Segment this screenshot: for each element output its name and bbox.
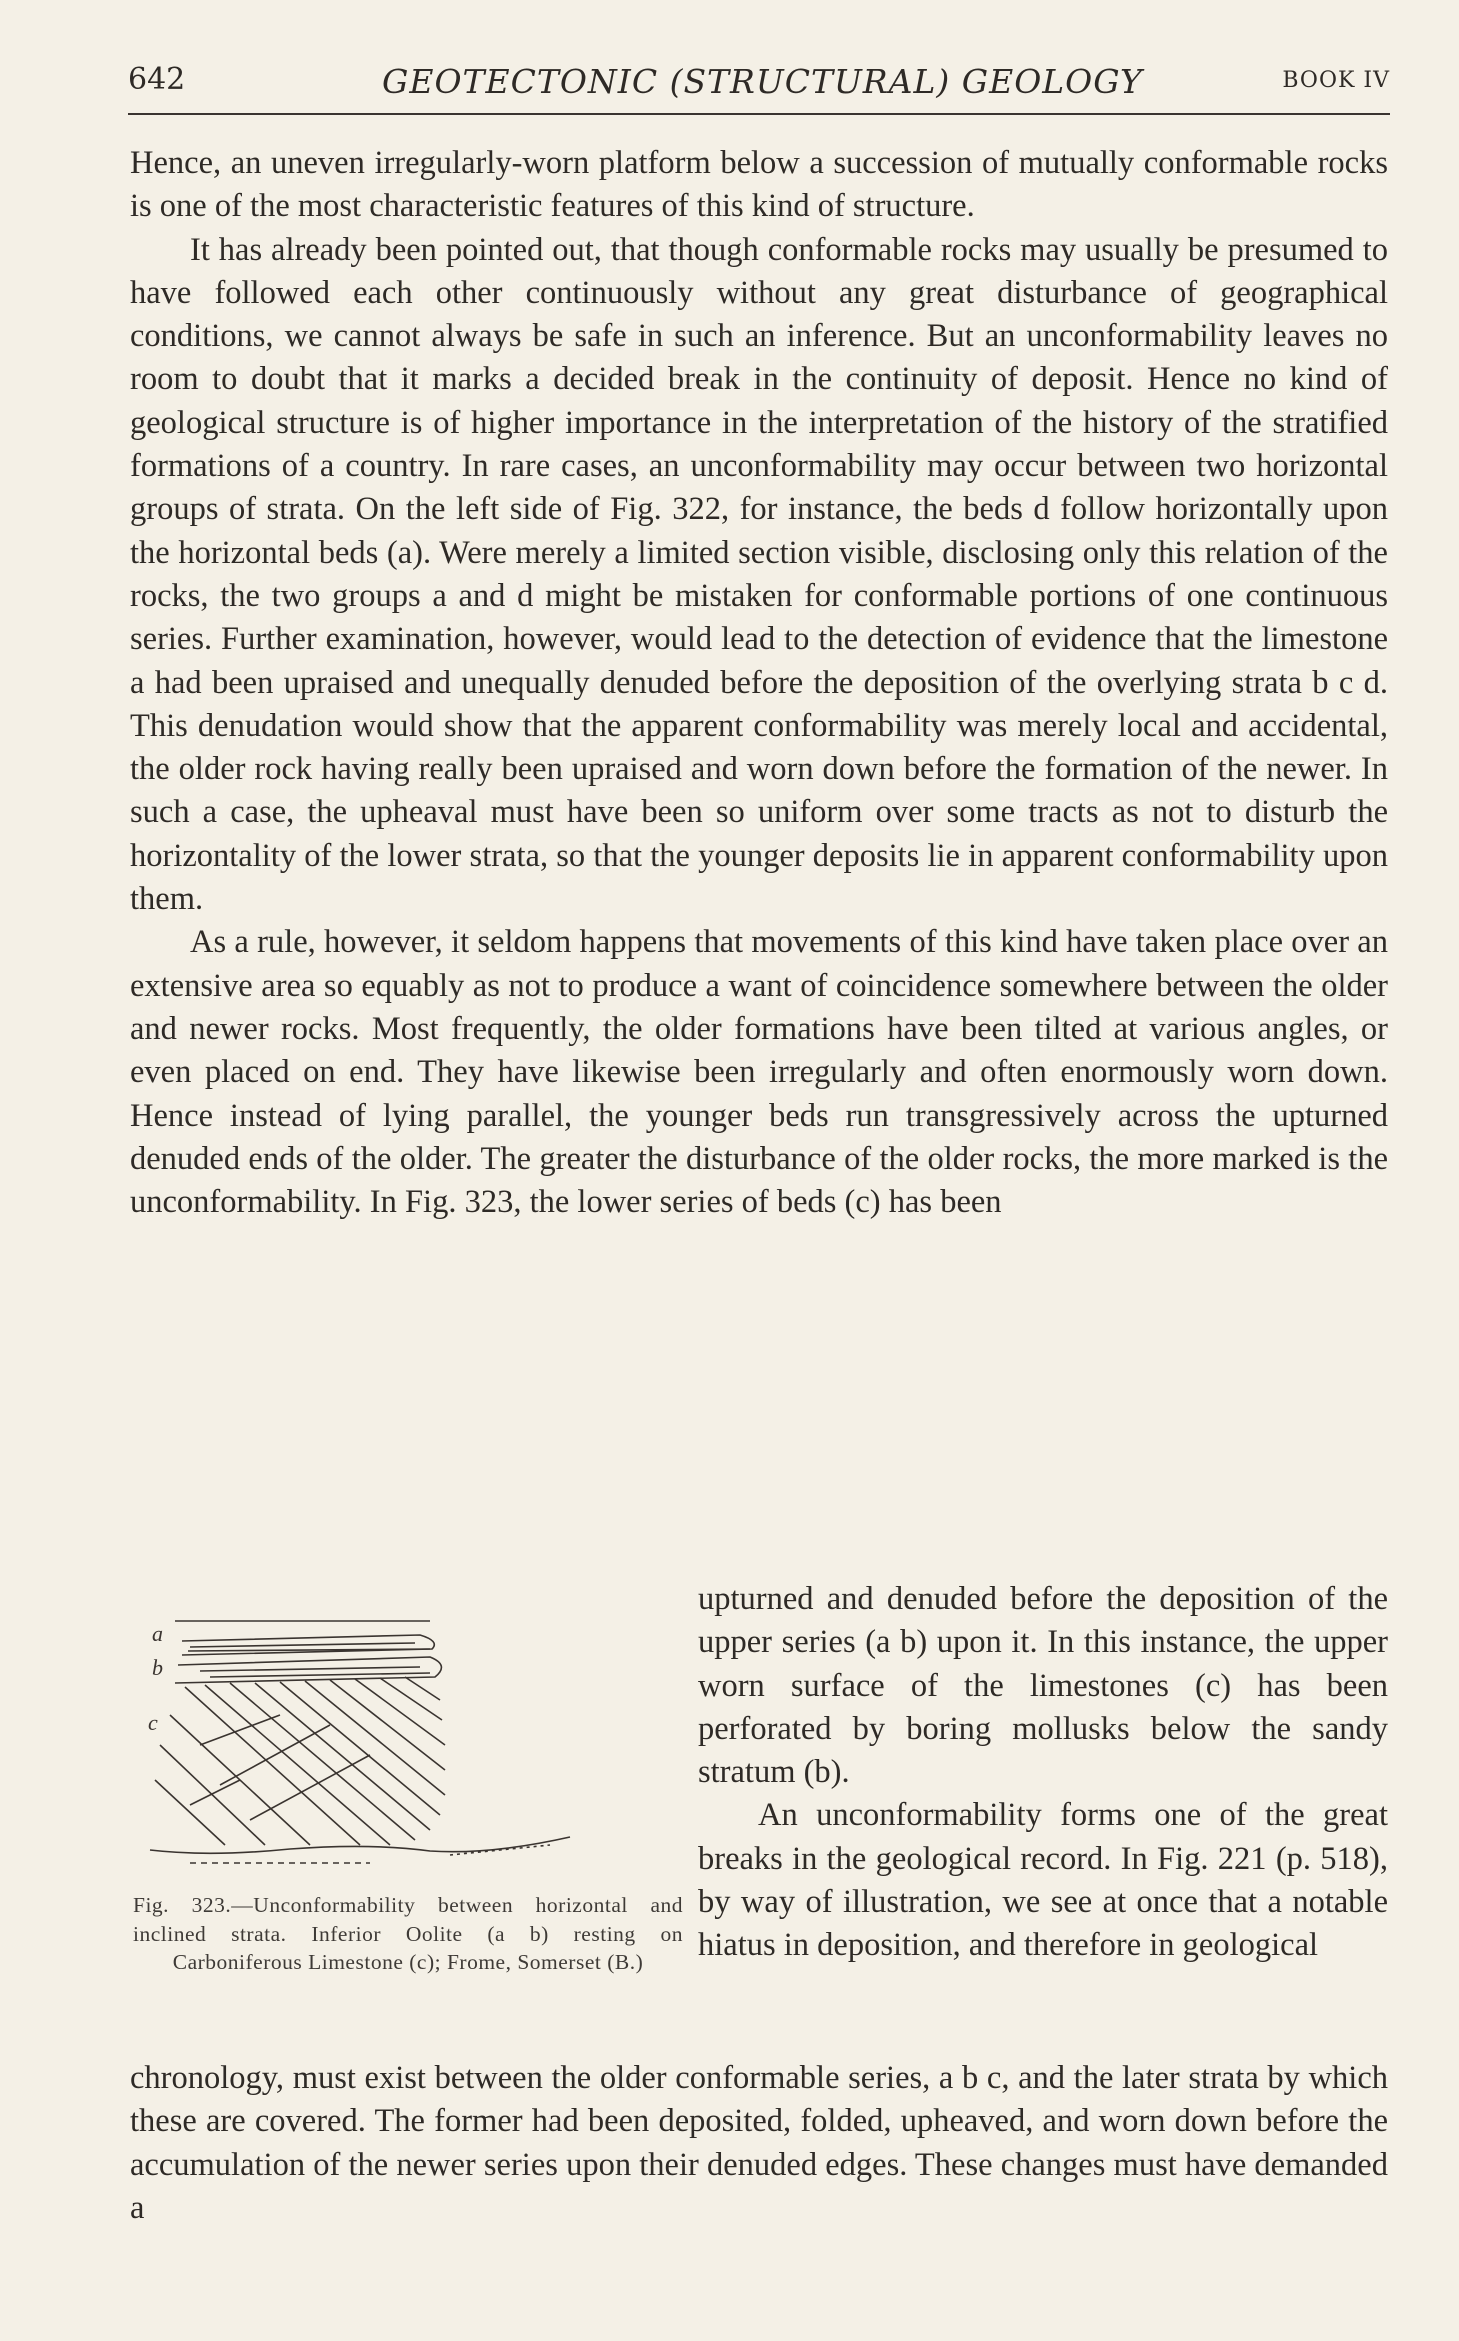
page-number: 642: [128, 62, 186, 97]
bottom-paragraph: chronology, must exist between the older conformable series, a b c, and the later strata by which these are covered. The former had been deposited, folded, upheaved, and worn down before the accumulation of the newer series upon their denuded edges. These changes must have demanded a: [130, 2060, 1388, 2226]
paragraph-2: It has already been pointed out, that though conformable rocks may usually be presumed to have followed each other continuously without any great disturbance of geographical conditions, we cannot always be safe in such an inference. But an unconformability leaves no room to doubt that it marks a decided break in the continuity of deposit. Hence no kind of geological structure is of higher importance in the interpretation of the history of the stratified formations of a country. In rare cases, an unconformability may occur between two horizontal groups of strata. On the left side of Fig. 322, for instance, the beds d follow horizontally upon the horizontal beds (a). Were merely a limited section visible, disclosing only this relation of the rocks, the two groups a and d might be mistaken for conformable portions of one continuous series. Further examination, however, would lead to the detection of evidence that the limestone a had been upraised and unequally denuded before the deposition of the overlying strata b c d. This denudation would show that the apparent conformability was merely local and accidental, the older rock having really been upraised and worn down before the formation of the newer. In such a case, the upheaval must have been so uniform over some tracts as not to disturb the horizontality of the lower strata, so that the younger deposits lie in apparent conformability upon them.: [130, 231, 1388, 918]
label-b: b: [152, 1655, 163, 1680]
label-c: c: [148, 1710, 158, 1735]
wrap-paragraph-1: upturned and denuded before the deposition of the upper series (a b) upon it. In this instance, the upper worn surface of the limestones (c) has been perforated by boring mollusks below the sandy stratum (b).: [698, 1581, 1388, 1791]
wrap-paragraph-2: An unconformability forms one of the great breaks in the geological record. In Fig. 221 (p. 518), by way of illustration, we see at once that a notable hiatus in deposition, and therefore in geological: [698, 1797, 1388, 1964]
paragraph-3: As a rule, however, it seldom happens that movements of this kind have taken place over an extensive area so equably as not to produce a want of coincidence somewhere between the older and newer rocks. Most frequently, the older formations have been tilted at various angles, or even placed on end. They have likewise been irregularly and often enormously worn down. Hence instead of lying parallel, the younger beds run transgressively across the upturned denuded ends of the older. The greater the disturbance of the older rocks, the more marked is the unconformability. In Fig. 323, the lower series of beds (c) has been: [130, 924, 1388, 1221]
ground-line: [150, 1837, 570, 1853]
main-text: [130, 142, 1388, 1224]
running-title: GEOTECTONIC (STRUCTURAL) GEOLOGY: [382, 62, 1143, 101]
stratum-c: [155, 1677, 445, 1845]
header-rule: [128, 113, 1390, 115]
paragraph-1: Hence, an uneven irregularly-worn platform below a succession of mutually conformable rocks is one of the most characteristic features of this kind of structure.: [130, 145, 1388, 225]
running-header: [110, 62, 1390, 112]
book-label: BOOK IV: [1282, 68, 1390, 93]
wrapped-text: [698, 1578, 1388, 1968]
unconformability-diagram: [130, 1605, 680, 1895]
bottom-text: [130, 2057, 1388, 2230]
figure-caption: Fig. 323.—Unconformability between horizontal and inclined strata. Inferior Oolite (a b) resting on Carboniferous Limestone (c); Frome, Somerset (B.): [133, 1893, 683, 1974]
label-a: a: [152, 1621, 163, 1646]
